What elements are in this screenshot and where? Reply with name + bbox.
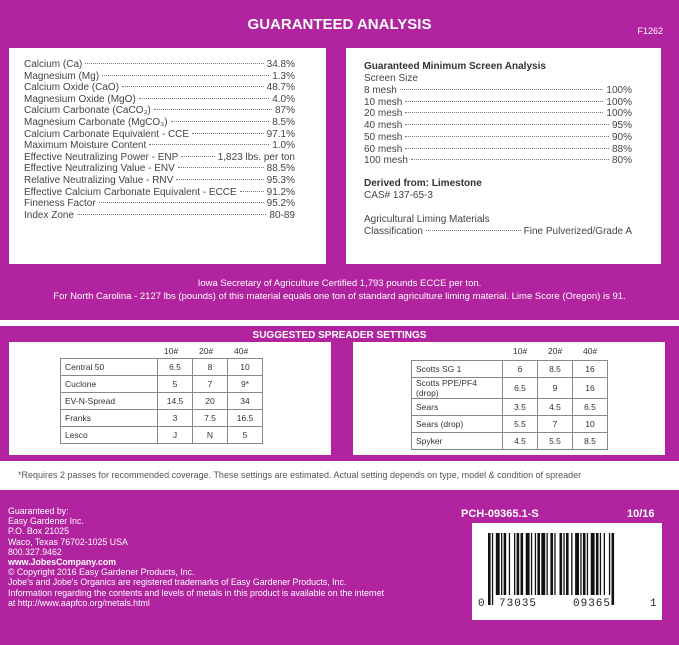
dot-leader xyxy=(426,230,521,231)
row-value: 1.0% xyxy=(272,140,295,152)
dot-leader xyxy=(178,167,264,168)
spreader-row xyxy=(412,378,608,399)
spreader-name: EV-N-Spread xyxy=(61,393,158,410)
footer-text xyxy=(8,506,463,608)
spreader-name: Cuclone xyxy=(61,376,158,393)
row-value: 95.3% xyxy=(266,174,295,186)
row-value: 8.5% xyxy=(272,116,295,128)
screen-list xyxy=(364,85,632,167)
screen-title: Guaranteed Minimum Screen Analysis xyxy=(364,61,546,72)
barcode-bar xyxy=(612,533,615,605)
row-value: 95% xyxy=(611,120,632,132)
analysis-row xyxy=(364,97,632,109)
spreader-name: Lesco xyxy=(61,427,158,444)
footer-line: Information regarding the contents and levels of metals in this product is available on the internet xyxy=(8,587,385,598)
date-code: 10/16 xyxy=(627,508,655,520)
analysis-row xyxy=(24,175,295,187)
dot-leader xyxy=(85,63,263,64)
guaranteed-analysis-title: GUARANTEED ANALYSIS xyxy=(247,16,432,33)
alm-line1: Agricultural Liming Materials xyxy=(364,213,490,225)
barcode-bar xyxy=(541,533,545,595)
analysis-row xyxy=(24,140,295,152)
dot-leader xyxy=(405,101,603,102)
footer-line: 800.327.9462 xyxy=(8,546,62,557)
spreader-value: 5 xyxy=(228,427,263,444)
spreader-col-header: 20# xyxy=(548,346,563,356)
analysis-row xyxy=(24,82,295,94)
row-label: Calcium (Ca) xyxy=(24,59,83,70)
analysis-row xyxy=(24,163,295,175)
barcode-bar xyxy=(596,533,599,595)
barcode-bar xyxy=(547,533,548,595)
row-label: Effective Calcium Carbonate Equivalent - ECCE xyxy=(24,186,237,198)
dot-leader xyxy=(400,89,604,90)
barcode-bar xyxy=(554,533,555,595)
spreader-value: 7.5 xyxy=(193,410,228,427)
barcode-bar xyxy=(521,533,524,595)
barcode-bar xyxy=(531,533,532,595)
spreader-value: 3 xyxy=(158,410,193,427)
analysis-row xyxy=(24,187,295,199)
row-value: 100% xyxy=(606,96,632,108)
barcode-bar xyxy=(517,533,520,595)
screen-analysis xyxy=(364,61,632,238)
dot-leader xyxy=(405,112,603,113)
dot-leader xyxy=(122,86,264,87)
spreader-col-header: 40# xyxy=(583,346,598,356)
footer-line: at http://www.aapfco.org/metals.html xyxy=(8,597,150,608)
row-label: 8 mesh xyxy=(364,85,397,96)
row-value: 100% xyxy=(606,108,632,120)
footer-line: Guaranteed by: xyxy=(8,506,69,516)
row-label: 60 mesh xyxy=(364,143,403,155)
row-label: Relative Neutralizing Value - RNV xyxy=(24,174,174,186)
barcode-digit-first: 0 xyxy=(478,598,485,610)
footer-line: www.JobesCompany.com xyxy=(8,557,117,568)
analysis-row xyxy=(364,85,632,97)
screen-subtitle: Screen Size xyxy=(364,73,418,84)
lot-code: F1262 xyxy=(637,26,663,36)
barcode-digit-last: 1 xyxy=(650,598,657,610)
certification-line-1: Iowa Secretary of Agriculture Certified 1,793 pounds ECCE per ton. xyxy=(197,278,482,289)
row-value: 80-89 xyxy=(269,209,295,221)
barcode-bar xyxy=(609,533,610,595)
dot-leader xyxy=(139,98,270,99)
row-value: 34.8% xyxy=(266,59,295,70)
barcode-digits-right: 09365 xyxy=(573,598,612,610)
spreader-value: 8.5 xyxy=(538,361,573,378)
analysis-row xyxy=(364,132,632,144)
spreader-value: 7 xyxy=(193,376,228,393)
spreader-row xyxy=(412,416,608,433)
dot-leader xyxy=(99,202,264,203)
spreader-value: 4.5 xyxy=(503,433,538,450)
spreader-value: 6.5 xyxy=(158,359,193,376)
certification-line-2: For North Carolina - 2127 lbs (pounds) of this material equals one ton of standard agriculture liming material. Lime Score (Oregon) is 91. xyxy=(53,291,626,302)
row-value: 88% xyxy=(611,143,632,155)
analysis-row xyxy=(364,108,632,120)
barcode-bar xyxy=(563,533,564,595)
barcode-bar xyxy=(560,533,563,595)
barcode-icon xyxy=(488,533,648,605)
spreader-row xyxy=(61,393,263,410)
row-label: Maximum Moisture Content xyxy=(24,140,147,152)
dot-leader xyxy=(405,136,609,137)
barcode-bar xyxy=(535,533,536,595)
row-label: Magnesium Carbonate (MgCO₃) xyxy=(24,116,168,128)
spreader-value: 9* xyxy=(228,376,263,393)
spreader-value: N xyxy=(193,427,228,444)
spreader-value: 5.5 xyxy=(538,433,573,450)
row-label: 100 mesh xyxy=(364,155,408,167)
barcode-bar xyxy=(580,533,581,595)
row-value: 48.7% xyxy=(266,82,295,94)
barcode-bar xyxy=(583,533,586,595)
spreader-value: 10 xyxy=(573,416,608,433)
row-label: Magnesium (Mg) xyxy=(24,70,100,82)
row-value: 90% xyxy=(611,131,632,143)
spreader-value: 7 xyxy=(538,416,573,433)
barcode-bar xyxy=(575,533,579,595)
row-value: 87% xyxy=(274,105,295,117)
row-value: 1.3% xyxy=(272,70,295,82)
row-label: 10 mesh xyxy=(364,96,403,108)
cas-number: CAS# 137-65-3 xyxy=(364,189,433,201)
spreader-value: 4.5 xyxy=(538,399,573,416)
spreader-row xyxy=(412,433,608,450)
dot-leader xyxy=(405,124,609,125)
analysis-row xyxy=(24,71,295,83)
barcode-bar xyxy=(566,533,569,595)
spreader-name: Scotts PPE/PF4 (drop) xyxy=(412,378,503,399)
spreader-row xyxy=(61,359,263,376)
row-label: 50 mesh xyxy=(364,131,403,143)
dot-leader xyxy=(405,148,609,149)
footer-line: Jobe's and Jobe's Organics are registered trademarks of Easy Gardener Products, Inc. xyxy=(8,577,347,588)
spreader-col-header: 20# xyxy=(199,346,214,356)
spreader-value: J xyxy=(158,427,193,444)
spreader-value: 8 xyxy=(193,359,228,376)
barcode-bar xyxy=(604,533,605,595)
footer-line: Waco, Texas 76702-1025 USA xyxy=(8,536,128,547)
row-label: 20 mesh xyxy=(364,108,403,120)
spreader-name: Sears (drop) xyxy=(412,416,503,433)
row-value: 100% xyxy=(606,85,632,96)
analysis-row xyxy=(24,152,295,164)
spreader-col-header: 10# xyxy=(164,346,179,356)
spreader-value: 6.5 xyxy=(503,378,538,399)
footer-line: P.O. Box 21025 xyxy=(8,526,69,537)
barcode-bar xyxy=(600,533,601,595)
barcode-bar xyxy=(537,533,540,595)
spreader-title: SUGGESTED SPREADER SETTINGS xyxy=(252,330,427,341)
spreader-value: 6.5 xyxy=(573,399,608,416)
analysis-row xyxy=(24,129,295,141)
row-label: Calcium Carbonate Equivalent - CCE xyxy=(24,128,190,140)
barcode-bar xyxy=(514,533,515,595)
spreader-value: 34 xyxy=(228,393,263,410)
analysis-list xyxy=(24,59,295,221)
barcode-bar xyxy=(550,533,553,595)
alm-value: Fine Pulverized/Grade A xyxy=(523,225,632,237)
footer-line: Easy Gardener Inc. xyxy=(8,516,84,527)
spreader-name: Spyker xyxy=(412,433,503,450)
row-value: 95.2% xyxy=(266,198,295,210)
spreader-table-left xyxy=(60,358,263,444)
spreader-name: Sears xyxy=(412,399,503,416)
dot-leader xyxy=(192,133,264,134)
spreader-row xyxy=(412,361,608,378)
spreader-value: 5.5 xyxy=(503,416,538,433)
spreader-value: 9 xyxy=(538,378,573,399)
dot-leader xyxy=(411,159,609,160)
row-label: 40 mesh xyxy=(364,120,403,132)
row-value: 91.2% xyxy=(266,186,295,198)
spreader-name: Franks xyxy=(61,410,158,427)
spreader-row xyxy=(61,427,263,444)
analysis-row xyxy=(24,117,295,129)
row-value: 97.1% xyxy=(266,128,295,140)
row-label: Calcium Oxide (CaO) xyxy=(24,82,120,94)
row-value: 88.5% xyxy=(266,163,295,175)
spreader-col-header: 40# xyxy=(234,346,249,356)
barcode-bar xyxy=(587,533,588,595)
barcode-bar xyxy=(501,533,502,595)
product-code: PCH-09365.1-S xyxy=(461,508,539,520)
row-value: 1,823 lbs. per ton xyxy=(217,151,295,163)
row-label: Effective Neutralizing Value - ENV xyxy=(24,163,175,175)
spreader-value: 6 xyxy=(503,361,538,378)
row-value: 4.0% xyxy=(272,93,295,105)
dot-leader xyxy=(240,191,264,192)
spreader-value: 16.5 xyxy=(228,410,263,427)
spreader-name: Scotts SG 1 xyxy=(412,361,503,378)
alm-label: Classification xyxy=(364,225,423,237)
analysis-row xyxy=(24,210,295,222)
analysis-row xyxy=(24,105,295,117)
barcode-bar xyxy=(492,533,493,605)
row-value: 80% xyxy=(611,155,632,167)
dot-leader xyxy=(102,75,269,76)
spreader-value: 10 xyxy=(228,359,263,376)
spreader-value: 16 xyxy=(573,361,608,378)
analysis-row xyxy=(364,120,632,132)
spreader-row xyxy=(412,399,608,416)
dot-leader xyxy=(171,121,270,122)
barcode-bar xyxy=(591,533,595,595)
spreader-value: 5 xyxy=(158,376,193,393)
spreader-row xyxy=(61,376,263,393)
spreader-value: 3.5 xyxy=(503,399,538,416)
spreader-value: 20 xyxy=(193,393,228,410)
barcode-digits-left: 73035 xyxy=(499,598,538,610)
analysis-row xyxy=(364,144,632,156)
spreader-value: 14.5 xyxy=(158,393,193,410)
row-label: Calcium Carbonate (CaCO₃) xyxy=(24,105,151,117)
row-label: Effective Neutralizing Power - ENP xyxy=(24,151,179,163)
alm-classification xyxy=(364,226,632,238)
analysis-row xyxy=(24,59,295,71)
row-label: Index Zone xyxy=(24,209,75,221)
analysis-row xyxy=(24,198,295,210)
analysis-row xyxy=(364,155,632,167)
derived-title: Derived from: Limestone xyxy=(364,177,482,189)
barcode-bar xyxy=(504,533,507,595)
spreader-name: Central 50 xyxy=(61,359,158,376)
barcode-bar xyxy=(488,533,491,605)
spreader-value: 8.5 xyxy=(573,433,608,450)
dot-leader xyxy=(77,214,266,215)
dot-leader xyxy=(181,156,214,157)
spreader-row xyxy=(61,410,263,427)
footer-line: © Copyright 2016 Easy Gardener Products, Inc. xyxy=(8,567,195,578)
barcode-bar xyxy=(509,533,510,595)
dot-leader xyxy=(154,109,272,110)
row-label: Fineness Factor xyxy=(24,198,96,210)
spreader-col-header: 10# xyxy=(513,346,528,356)
spreader-footnote: *Requires 2 passes for recommended coverage. These settings are estimated. Actual setting depends on type, model & condition of spreader xyxy=(18,470,582,480)
barcode-bar xyxy=(526,533,530,595)
analysis-row xyxy=(24,94,295,106)
barcode-bar xyxy=(571,533,572,595)
dot-leader xyxy=(149,144,269,145)
spreader-table-right xyxy=(411,360,608,450)
row-label: Magnesium Oxide (MgO) xyxy=(24,93,136,105)
dot-leader xyxy=(176,179,263,180)
barcode-bar xyxy=(496,533,500,595)
spreader-value: 16 xyxy=(573,378,608,399)
